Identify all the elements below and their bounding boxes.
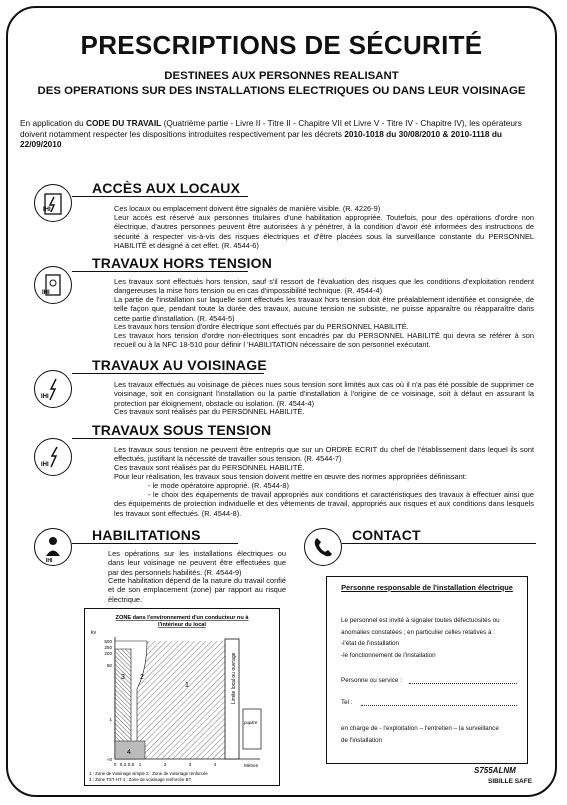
poster-frame (6, 6, 557, 797)
section-acces-text-2: Leur accès est réservé aux personnes titulaires d'une habilitation appropriée. Toutefois, pour des opérations d'ordre non électrique, d'autres personnes peuvent être autorisées à y pénétrer, à la condition d'avoir été informées des instructions de sécurité à respecter vis-à-vis des risques électriques et d'être placées sous la surveillance constante du PERSONNEL HABILITÉ et désigné à cet effet. (R. 4544-6) (114, 213, 534, 250)
y-tick: 200 (104, 651, 112, 656)
proximity-icon (34, 370, 72, 408)
svg-text:IHI: IHI (41, 394, 49, 400)
diagram-title-1: ZONE dans l'environnement d'un conducteur nu à (115, 615, 249, 621)
section-rule (72, 373, 264, 374)
zone-diagram-svg (85, 609, 279, 785)
section-hors-text-4: Les travaux hors tension d'ordre non-électriques sont encadrés par du PERSONNEL HABILITÉ qui devra se référer à son recueil ou à la NFC 18-510 pour définir l 'HABILITATION nécessaire de son personnel exécutant. (114, 331, 534, 350)
section-rule (72, 438, 248, 439)
section-title-acces: ACCÈS AUX LOCAUX (92, 180, 241, 196)
zone-label-4: 4 (127, 749, 131, 756)
contact-box-line-6: Tel : (341, 699, 353, 706)
y-tick: 500 (104, 639, 112, 644)
contact-box-line-1: Le personnel est invité à signaler toutes défectuosités ou (341, 617, 500, 624)
pupitre-label: pupitre (244, 720, 258, 725)
x-tick: 0 (113, 762, 117, 767)
section-rule (72, 271, 248, 272)
x-ticks (114, 762, 217, 767)
svg-text:IHI: IHI (41, 462, 49, 468)
section-sous-text-3: Pour leur réalisation, les travaux sous tension doivent mettre en œuvre des normes appropriées définissant: (114, 472, 467, 481)
contact-box-line-7: en charge de - l'exploitation – l'entretien – la surveillance (341, 725, 499, 732)
brand-logo: SIBILLE SAFE (488, 778, 533, 785)
diagram-legend-2: 3 : Zone TST HT 4 : Zone de voisinage renforcée BT (89, 777, 192, 782)
intro-text-2: (Quatrième partie - Livre II - Titre II - Chapitre VII et Livre V - Titre IV - Chapitre IV), les opérateurs doivent notamment respecter les dispositions introduites respectivement par les décrets (20, 118, 522, 139)
zone-diagram (84, 608, 280, 786)
section-title-hors: TRAVAUX HORS TENSION (92, 255, 273, 271)
section-voisinage-text-1: Les travaux effectués au voisinage de pièces nues sous tension sont limités aux cas où il n'a pas été possible de supprimer ce voisinage, soit en consignant l'installation ou la partie d'installation à l'origine de ce voisinage, soit à défaut en assurant la protection par éloignement, obstacle ou isolation. (R. 4544-4) (114, 380, 534, 408)
section-habilitations-text-2: Cette habilitation dépend de la nature du travail confié et de son emplacement (zone) par rapport au risque électrique. (108, 576, 286, 604)
section-rule (72, 196, 248, 197)
x-tick: 4 (213, 762, 217, 767)
x-tick: 2 (163, 762, 167, 767)
intro-code: CODE DU TRAVAIL (85, 118, 162, 128)
intro-decrees: 2010-1018 du 30/08/2010 & 2010-1118 du 22/09/2010 (20, 128, 502, 149)
habilitation-icon (34, 528, 72, 566)
contact-box-line-3: -l'état de l'installation (341, 640, 400, 647)
contact-box-line-5: Personne ou service : (341, 677, 402, 684)
x-tick: 3 (188, 762, 192, 767)
section-acces-text-1: Ces locaux ou emplacement doivent être signalés de manière visible. (R. 4226-9) (114, 204, 381, 213)
section-rule (342, 543, 536, 544)
y-ticks (104, 639, 112, 762)
page-title: PRESCRIPTIONS DE SÉCURITÉ (80, 30, 483, 60)
phone-icon (304, 528, 342, 566)
section-hors-text-3: Les travaux hors tension d'ordre électrique sont effectués par du PERSONNEL HABILITÉ. (114, 322, 409, 331)
contact-box-heading: Personne responsable de l'installation électrique (341, 583, 513, 592)
x-tick: 1 (138, 762, 142, 767)
section-sous-text-1: Les travaux sous tension ne peuvent être entrepris que sur un ORDRE ECRIT du chef de l'établissement dans lequel ils sont effectués, justifiant la nécessité de travailler sous tension. (R. 4544-7) (114, 445, 534, 464)
zone-label-3: 3 (121, 674, 125, 681)
diagram-title-2: l'intérieur du local (158, 622, 206, 628)
section-title-sous: TRAVAUX SOUS TENSION (92, 422, 272, 438)
access-icon (34, 184, 72, 222)
subtitle-line-2: DES OPERATIONS SUR DES INSTALLATIONS ELECTRIQUES OU DANS LEUR VOISINAGE (37, 85, 526, 97)
x-tick: 0,6 (127, 762, 135, 767)
section-hors-text-1: Les travaux sont effectués hors tension, sauf s'il ressort de l'évaluation des risques que les conditions d'exploitation rendent dangereuses la mise hors tension ou en cas d'impossibilité technique. (R. 4544-4) (114, 277, 534, 296)
diagram-legend-1: 1 : Zone de voisinage simple 2 : Zone de voisinage renforcée (89, 771, 208, 776)
local-limit-label: Limite local ou ouvrage (231, 652, 237, 704)
y-tick: ≈0 (106, 757, 112, 762)
zone-label-1: 1 (185, 682, 189, 689)
y-tick: 50 (106, 663, 112, 668)
live-work-icon (34, 438, 72, 476)
contact-box-line-2: anomalies constatées ; en particulier celles relatives à : (341, 629, 496, 636)
contact-box (326, 576, 528, 764)
contact-person-field[interactable] (409, 683, 517, 684)
contact-phone-field[interactable] (361, 705, 517, 706)
y-tick: 250 (104, 645, 112, 650)
zone-label-2: 2 (140, 674, 144, 681)
svg-text:IHI: IHI (46, 558, 53, 564)
contact-box-line-4: -le fonctionnement de l'installation (341, 652, 436, 659)
section-title-contact: CONTACT (352, 527, 421, 543)
section-habilitations-text-1: Les opérations sur les installations électriques ou dans leur voisinage ne peuvent être effectuées que par des personnels habilités. (R. 4544-9) (108, 549, 286, 577)
section-sous-text-4: - le mode opératoire approprié. (R. 4544-8) (148, 481, 289, 490)
x-tick: 0,3 (119, 762, 127, 767)
section-rule (72, 543, 238, 544)
section-voisinage-text-2: Ces travaux sont réalisés par du PERSONNEL HABILITÉ. (114, 407, 305, 416)
diagram-unit-y: kv (91, 630, 96, 636)
pupitre-box (243, 709, 261, 749)
section-title-habilitations: HABILITATIONS (92, 527, 201, 543)
svg-text:IHI: IHI (43, 207, 51, 213)
intro-text-1: En application du (20, 118, 86, 128)
subtitle-line-1: DESTINEES AUX PERSONNES REALISANT (164, 70, 399, 82)
contact-box-line-8: de l'installation (341, 737, 383, 744)
section-sous-text-2: Ces travaux sont réalisés par du PERSONNEL HABILITÉ. (114, 463, 305, 472)
section-sous-text-5: - le choix des équipements de travail appropriés aux conditions et caractéristiques des travaux à effectuer ainsi que des équipements de protection individuelle et des vêtements de travail, appropriés aux risques et aux conditions dans lesquels les travaux sont effectués. (R. 4544-8). (114, 490, 534, 518)
product-code: S755ALNM (474, 766, 516, 775)
intro-paragraph (20, 118, 545, 150)
off-voltage-icon (34, 266, 72, 304)
x-unit: Mètres (243, 763, 259, 768)
svg-text:IHI: IHI (42, 290, 50, 296)
y-tick: 1 (109, 717, 112, 722)
section-title-voisinage: TRAVAUX AU VOISINAGE (92, 357, 267, 373)
section-hors-text-2: La partie de l'installation sur laquelle sont effectués les travaux hors tension doit être préalablement identifiée et consignée, de telle façon que, pendant toute la durée des travaux, aucune tension ne subsiste, ne puisse apparaître ou réapparaître dans cette partie d'installation. (R. 4544-5) (114, 295, 534, 323)
